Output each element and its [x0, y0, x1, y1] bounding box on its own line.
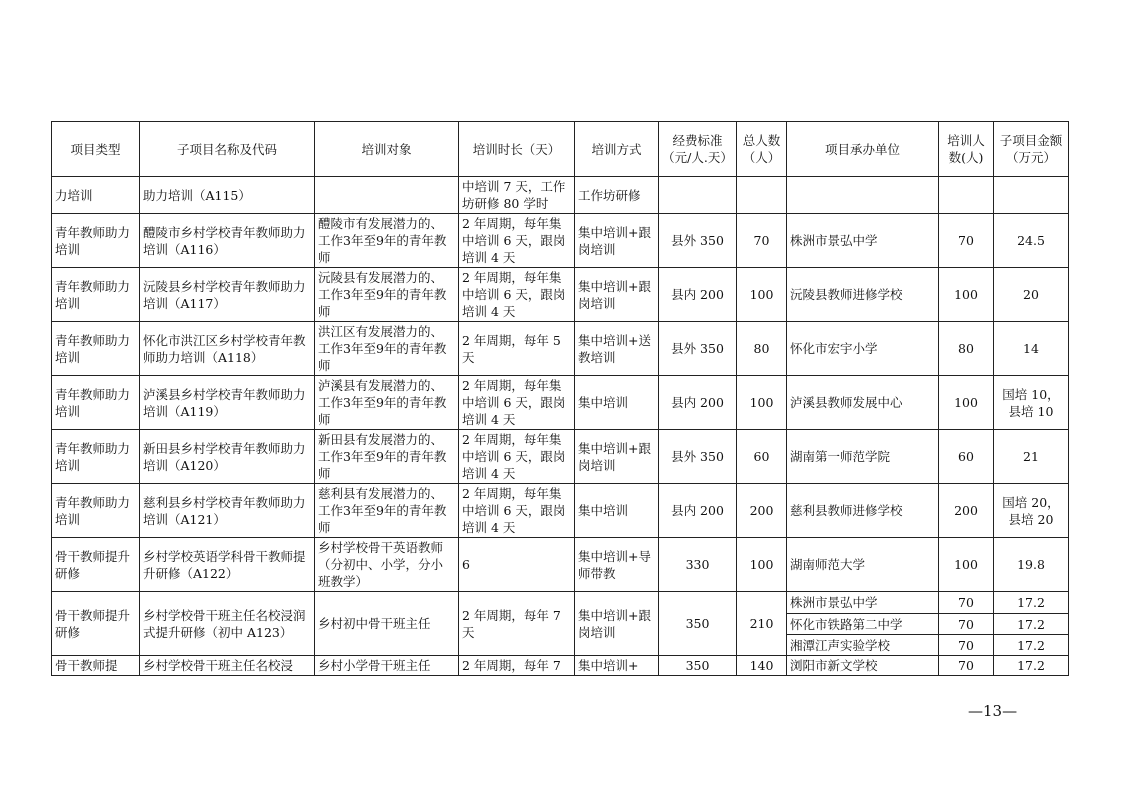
- cell-total: 140: [737, 656, 787, 676]
- cell-org: 株洲市景弘中学: [787, 214, 939, 268]
- cell-fee: 县内 200: [659, 376, 737, 430]
- table-row: [52, 268, 1069, 322]
- cell-total: 80: [737, 322, 787, 376]
- cell-mode: 集中培训: [575, 376, 659, 430]
- table-row: [52, 322, 1069, 376]
- cell-org: 湖南师范大学: [787, 538, 939, 592]
- cell-fee: 350: [659, 592, 737, 656]
- cell-amount: 国培 10，县培 10: [994, 376, 1069, 430]
- cell-num: 60: [939, 430, 994, 484]
- header-total: 总人数（人）: [737, 122, 787, 177]
- table-row: [52, 214, 1069, 268]
- cell-org: [787, 177, 939, 214]
- cell-num: 80: [939, 322, 994, 376]
- cell-num: 70: [939, 656, 994, 676]
- cell-fee: 县外 350: [659, 322, 737, 376]
- cell-amount: 国培 20，县培 20: [994, 484, 1069, 538]
- cell-target: 乡村小学骨干班主任: [315, 656, 459, 676]
- table-row: [52, 484, 1069, 538]
- cell-amount: 19.8: [994, 538, 1069, 592]
- cell-mode: 集中培训+送教培训: [575, 322, 659, 376]
- table-row: [52, 376, 1069, 430]
- cell-fee: 县外 350: [659, 430, 737, 484]
- cell-num: 200: [939, 484, 994, 538]
- header-fee: 经费标准（元/人.天）: [659, 122, 737, 177]
- cell-num: 100: [939, 538, 994, 592]
- cell-org: 泸溪县教师发展中心: [787, 376, 939, 430]
- table-row: [52, 656, 1069, 676]
- cell-duration: 2 年周期，每年集中培训 6 天，跟岗培训 4 天: [459, 376, 575, 430]
- cell-total: [737, 177, 787, 214]
- cell-amount: [994, 177, 1069, 214]
- cell-fee: 县内 200: [659, 268, 737, 322]
- cell-amount: 17.2: [994, 614, 1069, 635]
- cell-type: 骨干教师提升研修: [52, 538, 140, 592]
- cell-total: 100: [737, 376, 787, 430]
- cell-mode: 集中培训+跟岗培训: [575, 214, 659, 268]
- cell-sub: 醴陵市乡村学校青年教师助力培训（A116）: [140, 214, 315, 268]
- cell-total: 60: [737, 430, 787, 484]
- cell-target: 新田县有发展潜力的、工作3年至9年的青年教师: [315, 430, 459, 484]
- cell-fee: 县外 350: [659, 214, 737, 268]
- cell-mode: 集中培训: [575, 484, 659, 538]
- cell-target: 沅陵县有发展潜力的、工作3年至9年的青年教师: [315, 268, 459, 322]
- header-duration: 培训时长（天）: [459, 122, 575, 177]
- cell-duration: 2 年周期，每年集中培训 6 天，跟岗培训 4 天: [459, 268, 575, 322]
- cell-sub: 助力培训（A115）: [140, 177, 315, 214]
- cell-org: 湘潭江声实验学校: [787, 635, 939, 656]
- cell-amount: 17.2: [994, 656, 1069, 676]
- cell-total: 70: [737, 214, 787, 268]
- cell-target: 醴陵市有发展潜力的、工作3年至9年的青年教师: [315, 214, 459, 268]
- cell-type: 青年教师助力培训: [52, 214, 140, 268]
- cell-sub: 乡村学校英语学科骨干教师提升研修（A122）: [140, 538, 315, 592]
- cell-amount: 17.2: [994, 592, 1069, 614]
- header-mode: 培训方式: [575, 122, 659, 177]
- cell-fee: 330: [659, 538, 737, 592]
- cell-org: 浏阳市新文学校: [787, 656, 939, 676]
- cell-sub: 乡村学校骨干班主任名校浸润式提升研修（初中 A123）: [140, 592, 315, 656]
- cell-sub: 新田县乡村学校青年教师助力培训（A120）: [140, 430, 315, 484]
- cell-num: 70: [939, 635, 994, 656]
- cell-target: 泸溪县有发展潜力的、工作3年至9年的青年教师: [315, 376, 459, 430]
- header-sub: 子项目名称及代码: [140, 122, 315, 177]
- cell-total: 100: [737, 538, 787, 592]
- cell-type: 骨干教师提: [52, 656, 140, 676]
- cell-duration: 2 年周期，每年 7 天: [459, 592, 575, 656]
- cell-org: 株洲市景弘中学: [787, 592, 939, 614]
- cell-mode: 集中培训+: [575, 656, 659, 676]
- cell-amount: 21: [994, 430, 1069, 484]
- cell-org: 慈利县教师进修学校: [787, 484, 939, 538]
- cell-amount: 24.5: [994, 214, 1069, 268]
- cell-mode: 工作坊研修: [575, 177, 659, 214]
- cell-mode: 集中培训+跟岗培训: [575, 592, 659, 656]
- header-type: 项目类型: [52, 122, 140, 177]
- cell-sub: 乡村学校骨干班主任名校浸: [140, 656, 315, 676]
- cell-type: 青年教师助力培训: [52, 376, 140, 430]
- cell-sub: 沅陵县乡村学校青年教师助力培训（A117）: [140, 268, 315, 322]
- cell-num: 100: [939, 376, 994, 430]
- cell-sub: 泸溪县乡村学校青年教师助力培训（A119）: [140, 376, 315, 430]
- cell-amount: 20: [994, 268, 1069, 322]
- cell-num: 70: [939, 614, 994, 635]
- cell-duration: 2 年周期，每年 7: [459, 656, 575, 676]
- cell-target: [315, 177, 459, 214]
- cell-amount: 14: [994, 322, 1069, 376]
- cell-mode: 集中培训+跟岗培训: [575, 430, 659, 484]
- table-row: [52, 592, 1069, 614]
- cell-amount: 17.2: [994, 635, 1069, 656]
- cell-target: 乡村学校骨干英语教师（分初中、小学，分小班教学）: [315, 538, 459, 592]
- cell-type: 青年教师助力培训: [52, 322, 140, 376]
- cell-total: 200: [737, 484, 787, 538]
- cell-num: 100: [939, 268, 994, 322]
- cell-org: 怀化市铁路第二中学: [787, 614, 939, 635]
- cell-type: 骨干教师提升研修: [52, 592, 140, 656]
- cell-sub: 慈利县乡村学校青年教师助力培训（A121）: [140, 484, 315, 538]
- cell-duration: 中培训 7 天，工作坊研修 80 学时: [459, 177, 575, 214]
- cell-duration: 2 年周期，每年集中培训 6 天，跟岗培训 4 天: [459, 214, 575, 268]
- cell-duration: 2 年周期，每年 5 天: [459, 322, 575, 376]
- cell-num: 70: [939, 214, 994, 268]
- cell-num: 70: [939, 592, 994, 614]
- cell-target: 慈利县有发展潜力的、工作3年至9年的青年教师: [315, 484, 459, 538]
- cell-duration: 2 年周期，每年集中培训 6 天，跟岗培训 4 天: [459, 430, 575, 484]
- cell-sub: 怀化市洪江区乡村学校青年教师助力培训（A118）: [140, 322, 315, 376]
- page-number: —13—: [968, 702, 1018, 720]
- header-amount: 子项目金额（万元）: [994, 122, 1069, 177]
- cell-org: 怀化市宏宇小学: [787, 322, 939, 376]
- table-row: [52, 538, 1069, 592]
- cell-fee: 县内 200: [659, 484, 737, 538]
- cell-type: 青年教师助力培训: [52, 430, 140, 484]
- cell-mode: 集中培训+跟岗培训: [575, 268, 659, 322]
- cell-type: 青年教师助力培训: [52, 268, 140, 322]
- header-target: 培训对象: [315, 122, 459, 177]
- table-row: [52, 177, 1069, 214]
- cell-target: 乡村初中骨干班主任: [315, 592, 459, 656]
- cell-mode: 集中培训+导师带教: [575, 538, 659, 592]
- cell-type: 青年教师助力培训: [52, 484, 140, 538]
- table-header-row: [52, 122, 1069, 177]
- cell-org: 沅陵县教师进修学校: [787, 268, 939, 322]
- cell-org: 湖南第一师范学院: [787, 430, 939, 484]
- cell-num: [939, 177, 994, 214]
- cell-fee: 350: [659, 656, 737, 676]
- cell-fee: [659, 177, 737, 214]
- cell-total: 100: [737, 268, 787, 322]
- header-org: 项目承办单位: [787, 122, 939, 177]
- cell-target: 洪江区有发展潜力的、工作3年至9年的青年教师: [315, 322, 459, 376]
- cell-duration: 2 年周期，每年集中培训 6 天，跟岗培训 4 天: [459, 484, 575, 538]
- cell-duration: 6: [459, 538, 575, 592]
- cell-type: 力培训: [52, 177, 140, 214]
- training-projects-table: [51, 121, 1069, 676]
- table-row: [52, 430, 1069, 484]
- header-num: 培训人数(人): [939, 122, 994, 177]
- cell-total: 210: [737, 592, 787, 656]
